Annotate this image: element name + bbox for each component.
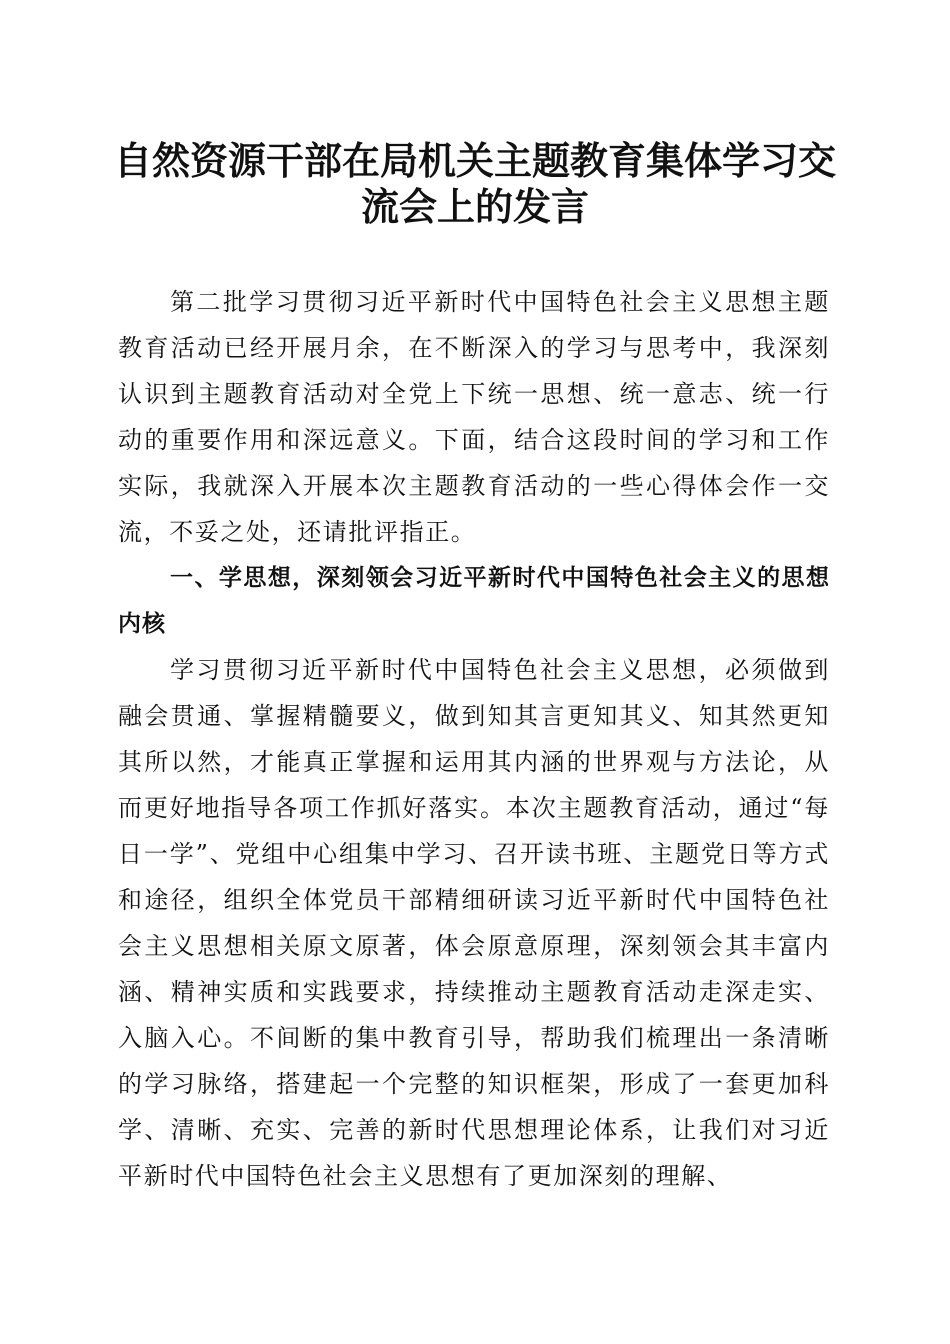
document-title: 自然资源干部在局机关主题教育集体学习交流会上的发言 [113, 138, 836, 229]
section-one-paragraph: 学习贯彻习近平新时代中国特色社会主义思想，必须做到融会贯通、掌握精髓要义，做到知其言更知其义、知其然更知其所以然，才能真正掌握和运用其内涵的世界观与方法论，从而更好地指导各项工作抓好落实。本次主题教育活动，通过“每日一学”、党组中心组集中学习、召开读书班、主题党日等方式和途径，组织全体党员干部精细研读习近平新时代中国特色社会主义思想相关原文原著，体会原意原理，深刻领会其丰富内涵、精神实质和实践要求，持续推动主题教育活动走深走实、入脑入心。不间断的集中教育引导，帮助我们梳理出一条清晰的学习脉络，搭建起一个完整的知识框架，形成了一套更加科学、清晰、充实、完善的新时代思想理论体系，让我们对习近平新时代中国特色社会主义思想有了更加深刻的理解、 [118, 656, 830, 1190]
section-one-heading: 一、学思想，深刻领会习近平新时代中国特色社会主义的思想内核 [118, 565, 830, 637]
intro-paragraph: 第二批学习贯彻习近平新时代中国特色社会主义思想主题教育活动已经开展月余，在不断深入的学习与思考中，我深刻认识到主题教育活动对全党上下统一思想、统一意志、统一行动的重要作用和深远意义。下面，结合这段时间的学习和工作实际，我就深入开展本次主题教育活动的一些心得体会作一交流，不妥之处，还请批评指正。 [118, 288, 830, 546]
document-body [118, 279, 830, 1199]
